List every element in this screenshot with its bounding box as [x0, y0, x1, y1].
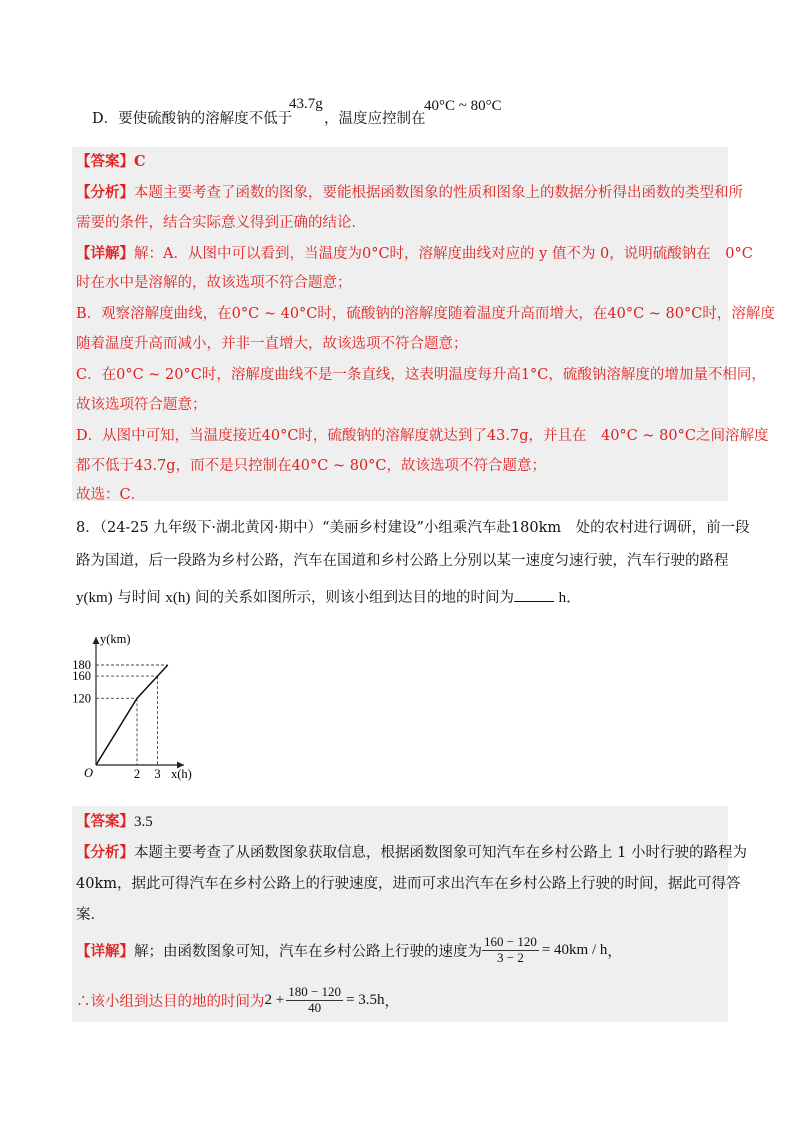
answer-value: 3.5 — [134, 814, 153, 830]
q8-detail-line2: ∴该小组到达目的地的时间为 2 + $\frac{180 - 120}{40}$ = 3.5h ， — [76, 984, 400, 1015]
q7-detail-a1: 【详解】解：A．从图中可以看到，当温度为0°C时，溶解度曲线对应的 y 值不为 0，说明硫酸钠在 0°C — [76, 245, 753, 262]
option-d-mid: ，温度应控制在 — [324, 111, 426, 127]
q8-analysis-line3: 案． — [76, 907, 105, 923]
x-tick-label: 3 — [154, 767, 161, 781]
answer-tag: 【答案】 — [76, 153, 134, 170]
speed-fraction: $\frac{160 - 120}{3 - 2}$ — [484, 934, 537, 965]
option-d-label: D．要使硫酸钠的溶解度不低于 — [92, 111, 293, 127]
unit-h: h． — [558, 590, 582, 606]
q7-detail-b2: 随着温度升高而减小，并非一直增大，故该选项不符合题意； — [76, 336, 468, 352]
q8-stem-line1: 8．（24-25 九年级下·湖北黄冈·期中）“美丽乡村建设”小组乘汽车赴180km 处的农村进行调研，前一段 — [76, 520, 750, 536]
q7-detail-c2: 故该选项符合题意； — [76, 397, 207, 413]
q7-detail-a2: 时在水中是溶解的，故该选项不符合题意； — [76, 275, 352, 291]
answer-blank — [514, 589, 554, 602]
q8-stem-line3: y(km) 与时间 x(h) 间的关系如图所示，则该小组到达目的地的时间为 h． — [76, 590, 582, 606]
var-x-h: x(h) — [165, 590, 191, 606]
q7-detail-b1: B．观察溶解度曲线，在0°C ~ 40°C时，硫酸钠的溶解度随着温度升高而增大，在40°C ~ 80°C时，溶解度 — [76, 306, 775, 322]
q7-detail-d1: D．从图中可知，当温度接近40°C时，硫酸钠的溶解度就达到了43.7g，并且在 40°C ~ 80°C之间溶解度 — [76, 428, 769, 444]
q8-answer — [76, 810, 153, 831]
answer-tag: 【答案】 — [76, 813, 134, 830]
x-axis-label: x(h) — [171, 767, 192, 781]
option-d-text — [92, 107, 292, 128]
analysis-tag: 【分析】 — [76, 844, 134, 861]
answer-value: C — [134, 153, 146, 170]
x-tick-label: 2 — [133, 767, 141, 781]
analysis-tag: 【分析】 — [76, 184, 134, 201]
var-y-km: y(km) — [76, 590, 113, 606]
q8-analysis-line2: 40km，据此可得汽车在乡村公路上的行驶速度，进而可求出汽车在乡村公路上行驶的时间，据此可得答 — [76, 876, 741, 892]
q8-stem-line2: 路为国道，后一段路为乡村公路，汽车在国道和乡村公路上分别以某一速度匀速行驶，汽车行驶的路程 — [76, 553, 729, 569]
y-tick-label: 120 — [72, 691, 91, 706]
q7-analysis-line2: 需要的条件，结合实际意义得到正确的结论． — [76, 215, 366, 231]
q7-detail-c1: C．在0°C ~ 20°C时，溶解度曲线不是一条直线，这表明温度每升高1°C，硫酸钠溶解度的增加量不相同， — [76, 367, 766, 383]
q7-answer — [76, 150, 146, 171]
option-d-mass: 43.7g — [289, 96, 323, 112]
option-d-range: 40°C ~ 80°C — [424, 98, 502, 114]
time-fraction: $\frac{180 - 120}{40}$ — [288, 984, 342, 1015]
distance-series-line — [96, 665, 168, 765]
y-axis-label: y(km) — [100, 632, 131, 646]
detail-tag: 【详解】 — [76, 245, 134, 262]
origin-label: O — [84, 766, 94, 780]
q7-analysis-line1: 【分析】本题主要考查了函数的图象，要能根据函数图象的性质和图象上的数据分析得出函数的类型和所 — [76, 184, 743, 201]
y-tick-label: 180 — [72, 658, 91, 672]
detail-tag: 【详解】 — [76, 942, 134, 960]
q7-detail-d2: 都不低于43.7g，而不是只控制在40°C ~ 80°C，故该选项不符合题意； — [76, 458, 547, 474]
q8-detail-line1: 【详解】 解；由函数图象可知，汽车在乡村公路上行驶的速度为 $\frac{160 - 120}{3 - 2}$ = 40km / h ， — [76, 934, 622, 965]
q8-analysis-line1: 【分析】本题主要考查了从函数图象获取信息，根据函数图象可知汽车在乡村公路上 1 小时行驶的路程为 — [76, 844, 747, 861]
distance-time-graph — [60, 625, 210, 785]
y-tick-label: 160 — [72, 669, 91, 684]
q7-conclusion: 故选：C． — [76, 487, 146, 503]
